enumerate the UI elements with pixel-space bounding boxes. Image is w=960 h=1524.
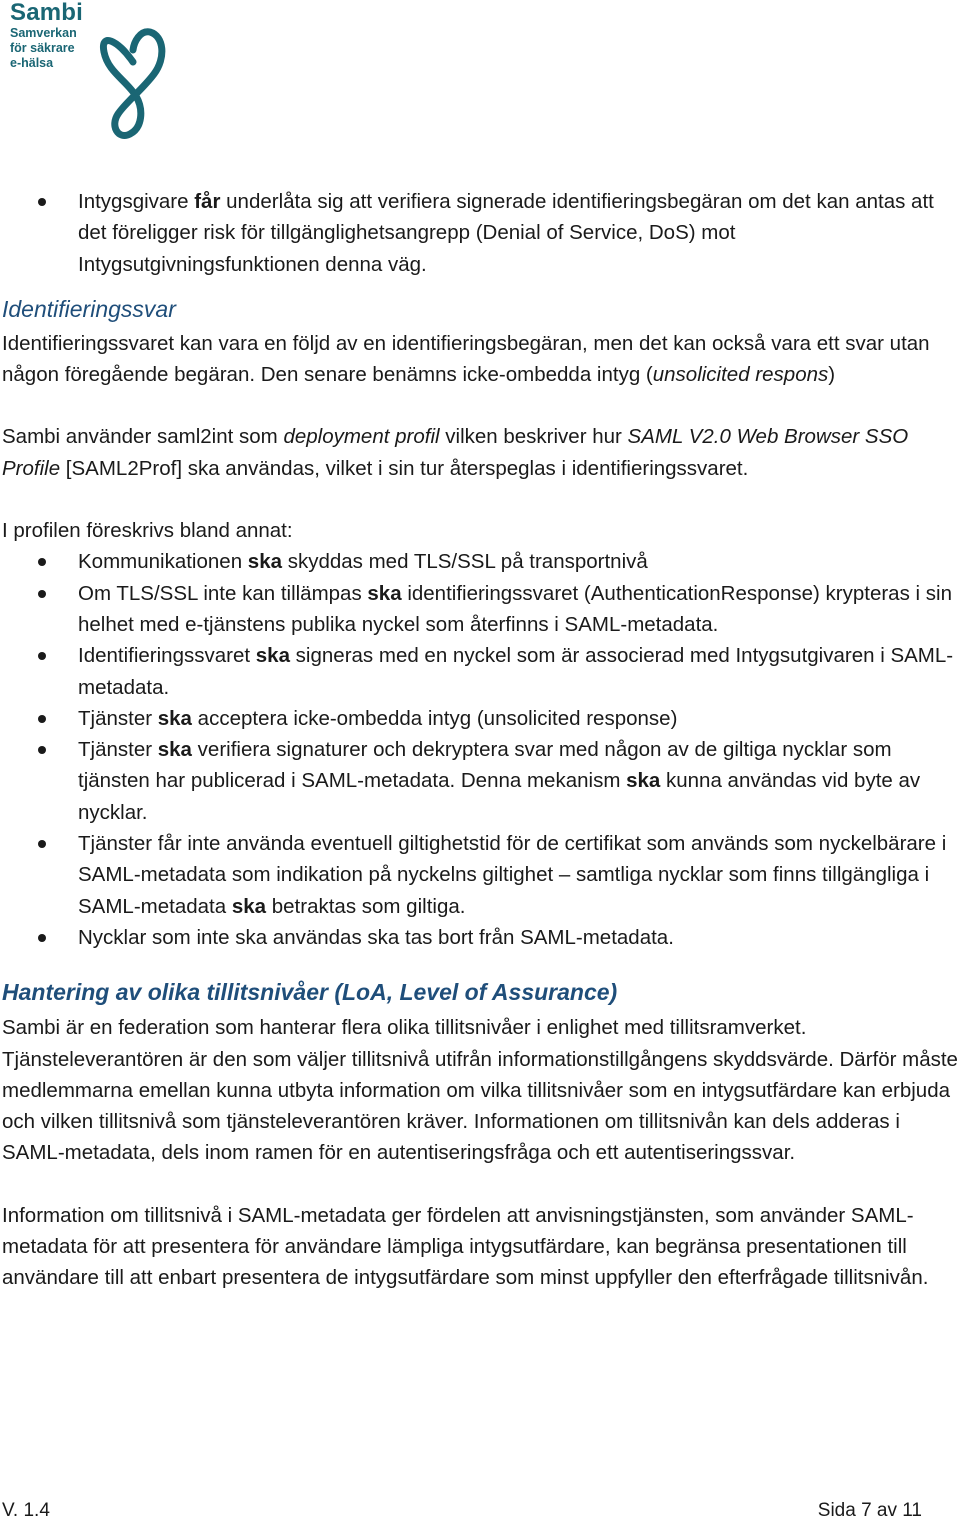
paragraph: I profilen föreskrivs bland annat:: [2, 519, 293, 543]
version-label: V. 1.4: [2, 1500, 50, 1521]
list-item: Tjänster får inte använda eventuell giltighetstid för de certifikat som används som nyckelbärare i SAML-metadata som indikation på nyckelns giltighet – samtliga nycklar som finns tillgängliga i SAML-metadata ska betraktas som giltiga.: [78, 828, 958, 922]
list-item: Identifieringssvaret ska signeras med en nyckel som är associerad med Intygsutgivaren i SAML-metadata.: [78, 640, 958, 703]
paragraph: Information om tillitsnivå i SAML-metadata ger fördelen att anvisningstjänsten, som använder SAML-metadata för att presentera för användare lämpliga intygsutfärdare, kan begränsa presentationen till användare till att enbart presentera de intygsutfärdare som minst uppfyller den efterfrågade tillitsnivån.: [2, 1203, 929, 1290]
list-item: Tjänster ska verifiera signaturer och dekryptera svar med någon av de giltiga nycklar som tjänsten har publicerad i SAML-metadata. Denna mekanism ska kunna användas vid byte av nycklar.: [78, 734, 958, 828]
logo-line-3: e-hälsa: [10, 56, 54, 70]
heading-loa: Hantering av olika tillitsnivåer (LoA, Level of Assurance): [2, 979, 618, 1006]
list-item: Tjänster ska acceptera icke-ombedda intyg (unsolicited response): [78, 703, 958, 734]
paragraph: Identifieringssvaret kan vara en följd av en identifieringsbegäran, men det kan också vara ett svar utan någon föregående begäran. Den senare benämns icke-ombedda intyg (unsolicited respons): [2, 331, 930, 387]
paragraph: Sambi är en federation som hanterar flera olika tillitsnivåer i enlighet med tillitsramverket. Tjänsteleverantören är den som väljer tillitsnivå utifrån informationstillgångens skyddsvärde. Därför måste medlemmarna emellan kunna utbyta information om vilka tillitsnivåer som en intygsutfärdare kan erbjuda och vilken tillitsnivå som tjänsteleverantören kräver. Informationen om tillitsnivån kan dels adderas i SAML-metadata, dels inom ramen för en autentiseringsfråga och ett autentiseringssvar.: [2, 1016, 958, 1165]
bullet-list-profile: [2, 546, 958, 953]
sambi-logo: [4, 0, 174, 145]
logo-line-2: för säkrare: [10, 41, 75, 55]
heading-identifieringssvar: Identifieringssvar: [2, 295, 176, 322]
list-item: Nycklar som inte ska användas ska tas bort från SAML-metadata.: [78, 922, 958, 953]
paragraph: Sambi använder saml2int som deployment profil vilken beskriver hur SAML V2.0 Web Browser SSO Profile [SAML2Prof] ska användas, vilket i sin tur återspeglas i identifieringssvaret.: [2, 425, 909, 480]
document-body: [2, 186, 958, 1294]
page-number: Sida 7 av 11: [817, 1500, 922, 1521]
page-footer: [2, 1500, 922, 1522]
bullet-list-top: [2, 186, 958, 280]
heart-knot-icon: [96, 22, 170, 142]
logo-line-1: Samverkan: [10, 26, 77, 40]
list-item: Kommunikationen ska skyddas med TLS/SSL på transportnivå: [78, 546, 958, 577]
list-item: Om TLS/SSL inte kan tillämpas ska identifieringssvaret (AuthenticationResponse) krypteras i sin helhet med e-tjänstens publika nyckel som återfinns i SAML-metadata.: [78, 578, 958, 641]
logo-text: [10, 0, 83, 71]
logo-title: Sambi: [10, 0, 84, 26]
list-item: Intygsgivare får underlåta sig att verifiera signerade identifieringsbegäran om det kan antas att det föreligger risk för tillgänglighetsangrepp (Denial of Service, DoS) mot Intygsutgivningsfunktionen denna väg.: [78, 186, 958, 280]
